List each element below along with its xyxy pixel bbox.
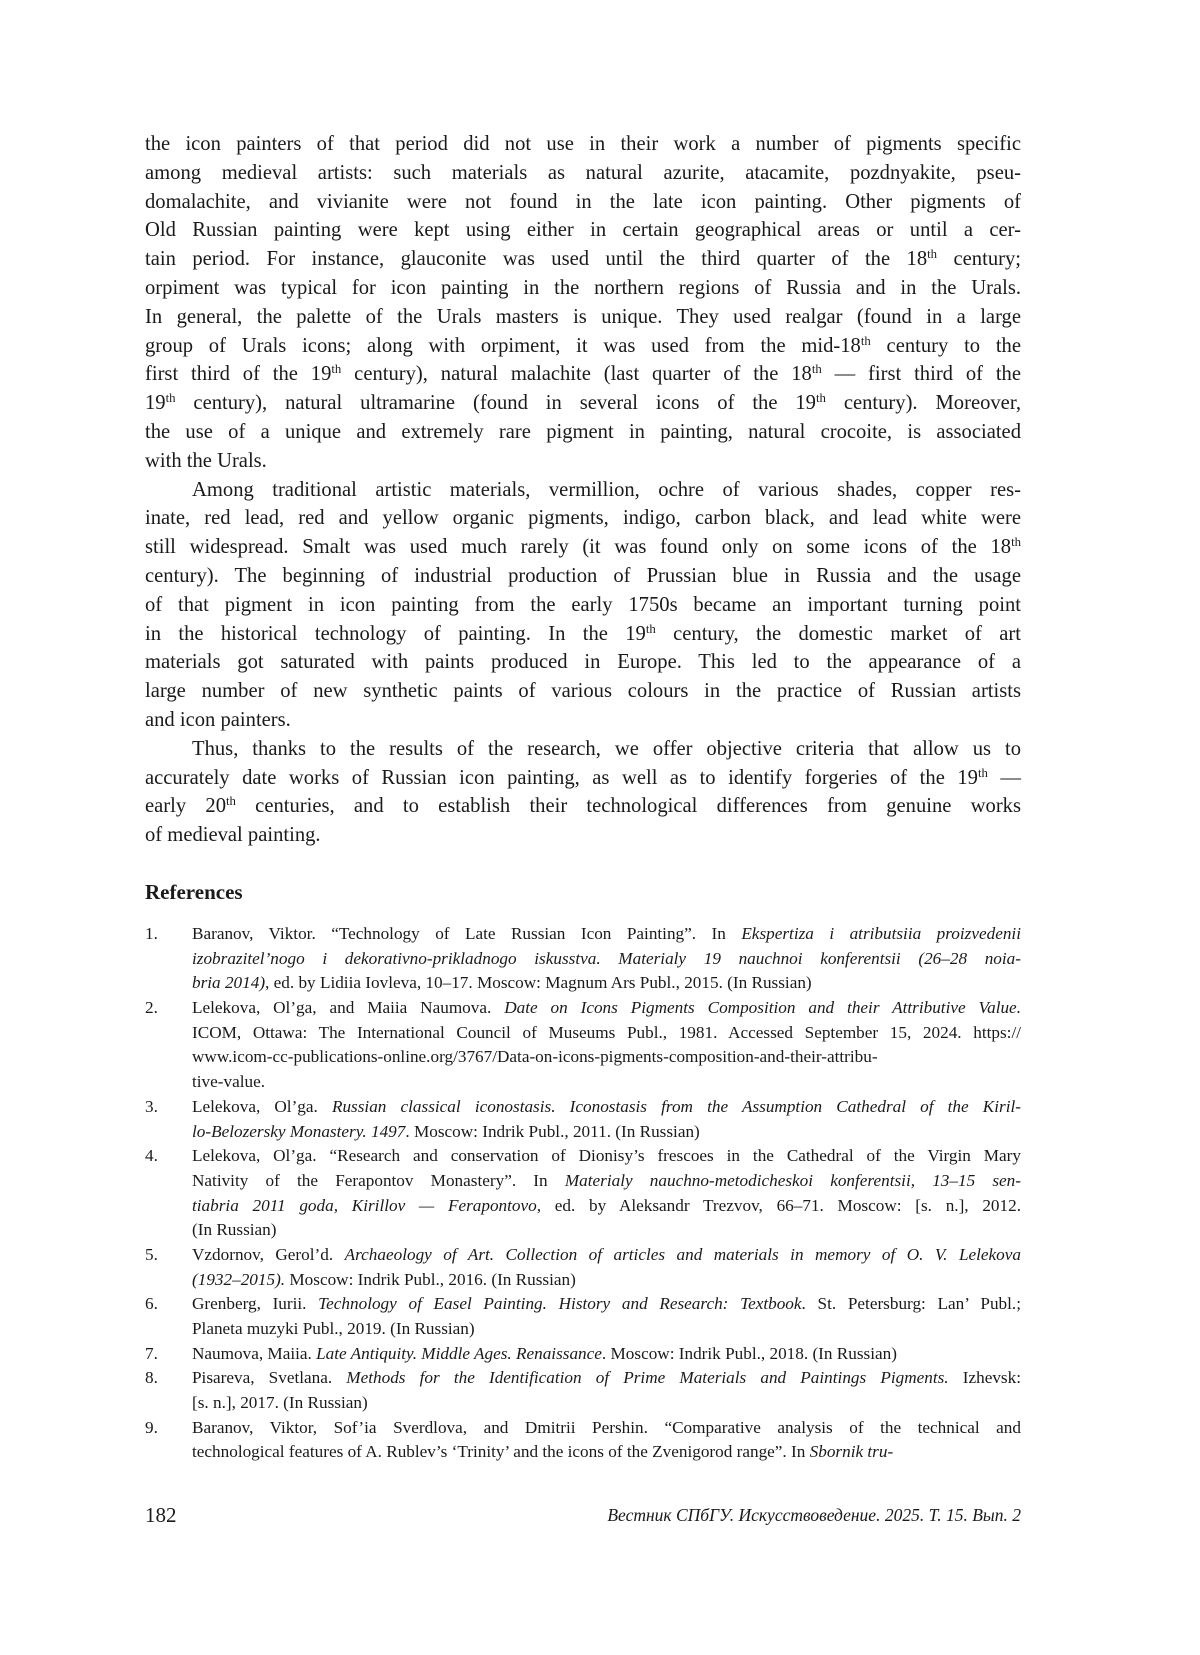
reference-item	[145, 1366, 1021, 1415]
italic-title: Date on Icons Pigments Composition and their Attributive Value.	[504, 998, 1021, 1018]
text-run: of medieval painting.	[145, 824, 321, 847]
reference-item	[145, 996, 1021, 1095]
reference-line	[192, 996, 1021, 1021]
text-line	[145, 332, 1021, 361]
text-run: Naumova, Maiia.	[192, 1343, 317, 1363]
reference-line	[192, 1366, 1021, 1391]
page-footer	[145, 1503, 1021, 1531]
text-run: Among traditional artistic materials, vermillion, ochre of various shades, copper res-	[192, 478, 1021, 501]
text-run: of that pigment in icon painting from the early 1750s became an important turning point	[145, 593, 1021, 616]
text-line	[145, 159, 1021, 188]
reference-line	[192, 1021, 1021, 1046]
text-run: , ed. by Aleksandr Trezvov, 66–71. Moscow: [s. n.], 2012.	[536, 1195, 1021, 1215]
text-line	[145, 735, 1021, 764]
reference-number: 8.	[145, 1368, 158, 1388]
text-run: — first third of the	[821, 363, 1021, 386]
reference-number: 4.	[145, 1146, 158, 1166]
superscript: th	[977, 765, 988, 780]
text-run: . Moscow: Indrik Publ., 2018. (In Russian)	[601, 1343, 897, 1363]
superscript: th	[1011, 535, 1021, 550]
text-run: Grenberg, Iurii.	[192, 1294, 319, 1314]
reference-number: 3.	[145, 1096, 158, 1116]
text-run: orpiment was typical for icon painting in the northern regions of Russia and in the Urals.	[145, 276, 1021, 299]
text-line	[145, 130, 1021, 159]
superscript: th	[927, 247, 938, 262]
italic-title: izobrazitel’nogo i dekorativno-prikladnogo iskusstva. Materialy 19 nauchnoi konferentsii (26–28 noia-	[192, 948, 1021, 968]
text-run: www.icom-cc-publications-online.org/3767/Data-on-icons-pigments-composition-and-their-attribu-	[192, 1047, 878, 1067]
text-run: Nativity of the Ferapontov Monastery”. In	[192, 1170, 565, 1190]
reference-line	[192, 1391, 1021, 1416]
journal-running-title: Вестник СПбГУ. Искусствоведение. 2025. Т. 15. Вып. 2	[607, 1505, 1021, 1525]
reference-item	[145, 1416, 1021, 1465]
text-run: Old Russian painting were kept using either in certain geographical areas or until a cer-	[145, 219, 1021, 242]
text-run: Baranov, Viktor, Sof’ia Sverdlova, and Dmitrii Pershin. “Comparative analysis of the technical and	[192, 1417, 1021, 1437]
superscript: th	[811, 362, 822, 377]
italic-title: Archaeology of Art. Collection of articles and materials in memory of O. V. Lelekova	[344, 1244, 1021, 1264]
paragraph	[145, 130, 1021, 476]
reference-item	[145, 1144, 1021, 1243]
text-run: century). Moreover,	[825, 392, 1021, 415]
text-run: Moscow: Indrik Publ., 2016. (In Russian)	[285, 1269, 576, 1289]
reference-item	[145, 1342, 1021, 1367]
reference-number: 7.	[145, 1343, 158, 1363]
text-run: century;	[937, 248, 1021, 271]
italic-title: Russian classical iconostasis. Iconostasis from the Assumption Cathedral of the Kiril-	[331, 1096, 1021, 1116]
text-line	[145, 360, 1021, 389]
text-line	[145, 476, 1021, 505]
reference-line	[192, 971, 1021, 996]
reference-line	[192, 1120, 1021, 1145]
text-run: the icon painters of that period did not use in their work a number of pigments specific	[145, 133, 1021, 155]
text-line	[145, 533, 1021, 562]
text-run: 19	[145, 392, 166, 415]
italic-title: bria 2014)	[192, 973, 266, 993]
text-line	[145, 792, 1021, 821]
text-line	[145, 562, 1021, 591]
reference-line	[192, 1416, 1021, 1441]
reference-line	[192, 1194, 1021, 1219]
text-run: and icon painters.	[145, 708, 291, 731]
italic-title: Sbornik tru-	[809, 1442, 894, 1462]
text-run: Baranov, Viktor. “Technology of Late Russian Icon Painting”. In	[192, 924, 742, 943]
text-run: still widespread. Smalt was used much rarely (it was found only on some icons of the 18	[145, 536, 1012, 559]
page-number: 182	[145, 1503, 177, 1527]
text-line	[145, 418, 1021, 447]
text-run: Vzdornov, Gerol’d.	[192, 1244, 345, 1264]
superscript: th	[165, 391, 176, 406]
text-run: [s. n.], 2017. (In Russian)	[192, 1393, 368, 1413]
text-line	[145, 504, 1021, 533]
reference-line	[192, 1268, 1021, 1293]
text-run: large number of new synthetic paints of various colours in the practice of Russian artists	[145, 680, 1021, 703]
reference-line	[192, 1169, 1021, 1194]
reference-number: 5.	[145, 1244, 158, 1264]
reference-number: 1.	[145, 924, 158, 943]
text-run: Planeta muzyki Publ., 2019. (In Russian)	[192, 1319, 475, 1338]
text-run: among medieval artists: such materials as natural azurite, atacamite, pozdnyakite, pseu-	[145, 161, 1021, 184]
italic-title: Methods for the Identification of Prime Materials and Paintings Pigments.	[346, 1368, 949, 1388]
reference-number: 9.	[145, 1417, 158, 1437]
references-list	[145, 922, 1021, 1465]
reference-number: 2.	[145, 998, 158, 1018]
reference-line	[192, 1218, 1021, 1243]
text-line	[145, 216, 1021, 245]
text-run: century), natural ultramarine (found in several icons of the 19	[175, 392, 816, 415]
text-run: Thus, thanks to the results of the research, we offer objective criteria that allow us to	[192, 737, 1021, 760]
superscript: th	[331, 362, 342, 377]
reference-item	[145, 1292, 1021, 1341]
text-run: Izhevsk:	[948, 1368, 1021, 1388]
text-run: in the historical technology of painting. In the 19	[145, 622, 646, 645]
reference-number: 6.	[145, 1294, 158, 1314]
italic-title: Late Antiquity. Middle Ages. Renaissance	[316, 1343, 602, 1363]
text-run: group of Urals icons; along with orpiment, it was used from the mid-18	[145, 334, 861, 357]
italic-title: tiabria 2011 goda, Kirillov — Ferapontovo	[192, 1195, 537, 1215]
reference-line	[192, 1342, 1021, 1367]
text-run: domalachite, and vivianite were not found in the late icon painting. Other pigments of	[145, 190, 1021, 213]
text-run: , ed. by Lidiia Iovleva, 10–17. Moscow: Magnum Ars Publ., 2015. (In Russian)	[265, 973, 812, 993]
text-line	[145, 764, 1021, 793]
reference-line	[192, 1070, 1021, 1095]
text-run: centuries, and to establish their technological differences from genuine works	[235, 795, 1021, 818]
text-run: In general, the palette of the Urals masters is unique. They used realgar (found in a large	[145, 305, 1021, 328]
text-line	[145, 677, 1021, 706]
reference-line	[192, 1045, 1021, 1070]
text-run: the use of a unique and extremely rare pigment in painting, natural crocoite, is associated	[145, 420, 1021, 443]
text-run: early 20	[145, 795, 226, 818]
italic-title: Ekspertiza i atributsiia proizvedenii	[741, 924, 1021, 943]
text-run: first third of the 19	[145, 363, 332, 386]
reference-line	[192, 1095, 1021, 1120]
reference-line	[192, 1440, 1021, 1465]
paragraph	[145, 476, 1021, 735]
reference-line	[192, 1243, 1021, 1268]
text-run: (In Russian)	[192, 1220, 277, 1240]
reference-line	[192, 1144, 1021, 1169]
text-line	[145, 706, 1021, 735]
body-text	[145, 130, 1021, 850]
text-run: . St. Petersburg: Lan’ Publ.;	[801, 1294, 1021, 1314]
text-run: technological features of A. Rublev’s ‘Trinity’ and the icons of the Zvenigorod range”. In	[192, 1442, 810, 1462]
text-run: tain period. For instance, glauconite was used until the third quarter of the 18	[145, 248, 928, 271]
italic-title: Technology of Easel Painting. History and Research: Textbook	[318, 1294, 802, 1314]
text-run: Pisareva, Svetlana.	[192, 1368, 347, 1388]
paragraph	[145, 735, 1021, 850]
italic-title: lo-Belozersky Monastery. 1497	[192, 1121, 406, 1141]
text-line	[145, 188, 1021, 217]
reference-line	[192, 1292, 1021, 1317]
text-run: Lelekova, Ol’ga.	[192, 1096, 332, 1116]
text-run: century, the domestic market of art	[655, 622, 1021, 645]
reference-item	[145, 922, 1021, 996]
text-line	[145, 245, 1021, 274]
text-run: —	[987, 766, 1021, 789]
text-line	[145, 591, 1021, 620]
reference-item	[145, 1095, 1021, 1144]
text-run: Lelekova, Ol’ga, and Maiia Naumova.	[192, 998, 505, 1018]
references-heading: References	[145, 880, 243, 904]
text-run: tive-value.	[192, 1072, 266, 1092]
text-run: century). The beginning of industrial production of Prussian blue in Russia and the usage	[145, 564, 1021, 587]
text-run: century), natural malachite (last quarter of the 18	[341, 363, 812, 386]
superscript: th	[860, 333, 871, 348]
italic-title: Materialy nauchno-metodicheskoi konferentsii, 13–15 sen-	[564, 1170, 1021, 1190]
text-run: accurately date works of Russian icon painting, as well as to identify forgeries of the 19	[145, 766, 978, 789]
reference-line	[192, 1317, 1021, 1342]
superscript: th	[226, 794, 236, 809]
text-line	[145, 620, 1021, 649]
text-run: with the Urals.	[145, 449, 267, 472]
superscript: th	[815, 391, 826, 406]
text-line	[145, 389, 1021, 418]
text-line	[145, 274, 1021, 303]
text-line	[145, 648, 1021, 677]
text-run: ICOM, Ottawa: The International Council of Museums Publ., 1981. Accessed September 15, 2024. https://	[192, 1022, 1021, 1042]
text-run: Lelekova, Ol’ga. “Research and conservation of Dionisy’s frescoes in the Cathedral of the Virgin Mary	[192, 1146, 1021, 1166]
text-run: materials got saturated with paints produced in Europe. This led to the appearance of a	[145, 651, 1021, 674]
text-line	[145, 303, 1021, 332]
superscript: th	[645, 621, 656, 636]
reference-item	[145, 1243, 1021, 1292]
text-line	[145, 447, 1021, 476]
text-run: century to the	[870, 334, 1021, 357]
reference-line	[192, 922, 1021, 947]
reference-line	[192, 947, 1021, 972]
italic-title: (1932–2015).	[192, 1269, 286, 1289]
text-line	[145, 821, 1021, 850]
text-run: . Moscow: Indrik Publ., 2011. (In Russian)	[405, 1121, 700, 1141]
text-run: inate, red lead, red and yellow organic pigments, indigo, carbon black, and lead white were	[145, 507, 1021, 530]
